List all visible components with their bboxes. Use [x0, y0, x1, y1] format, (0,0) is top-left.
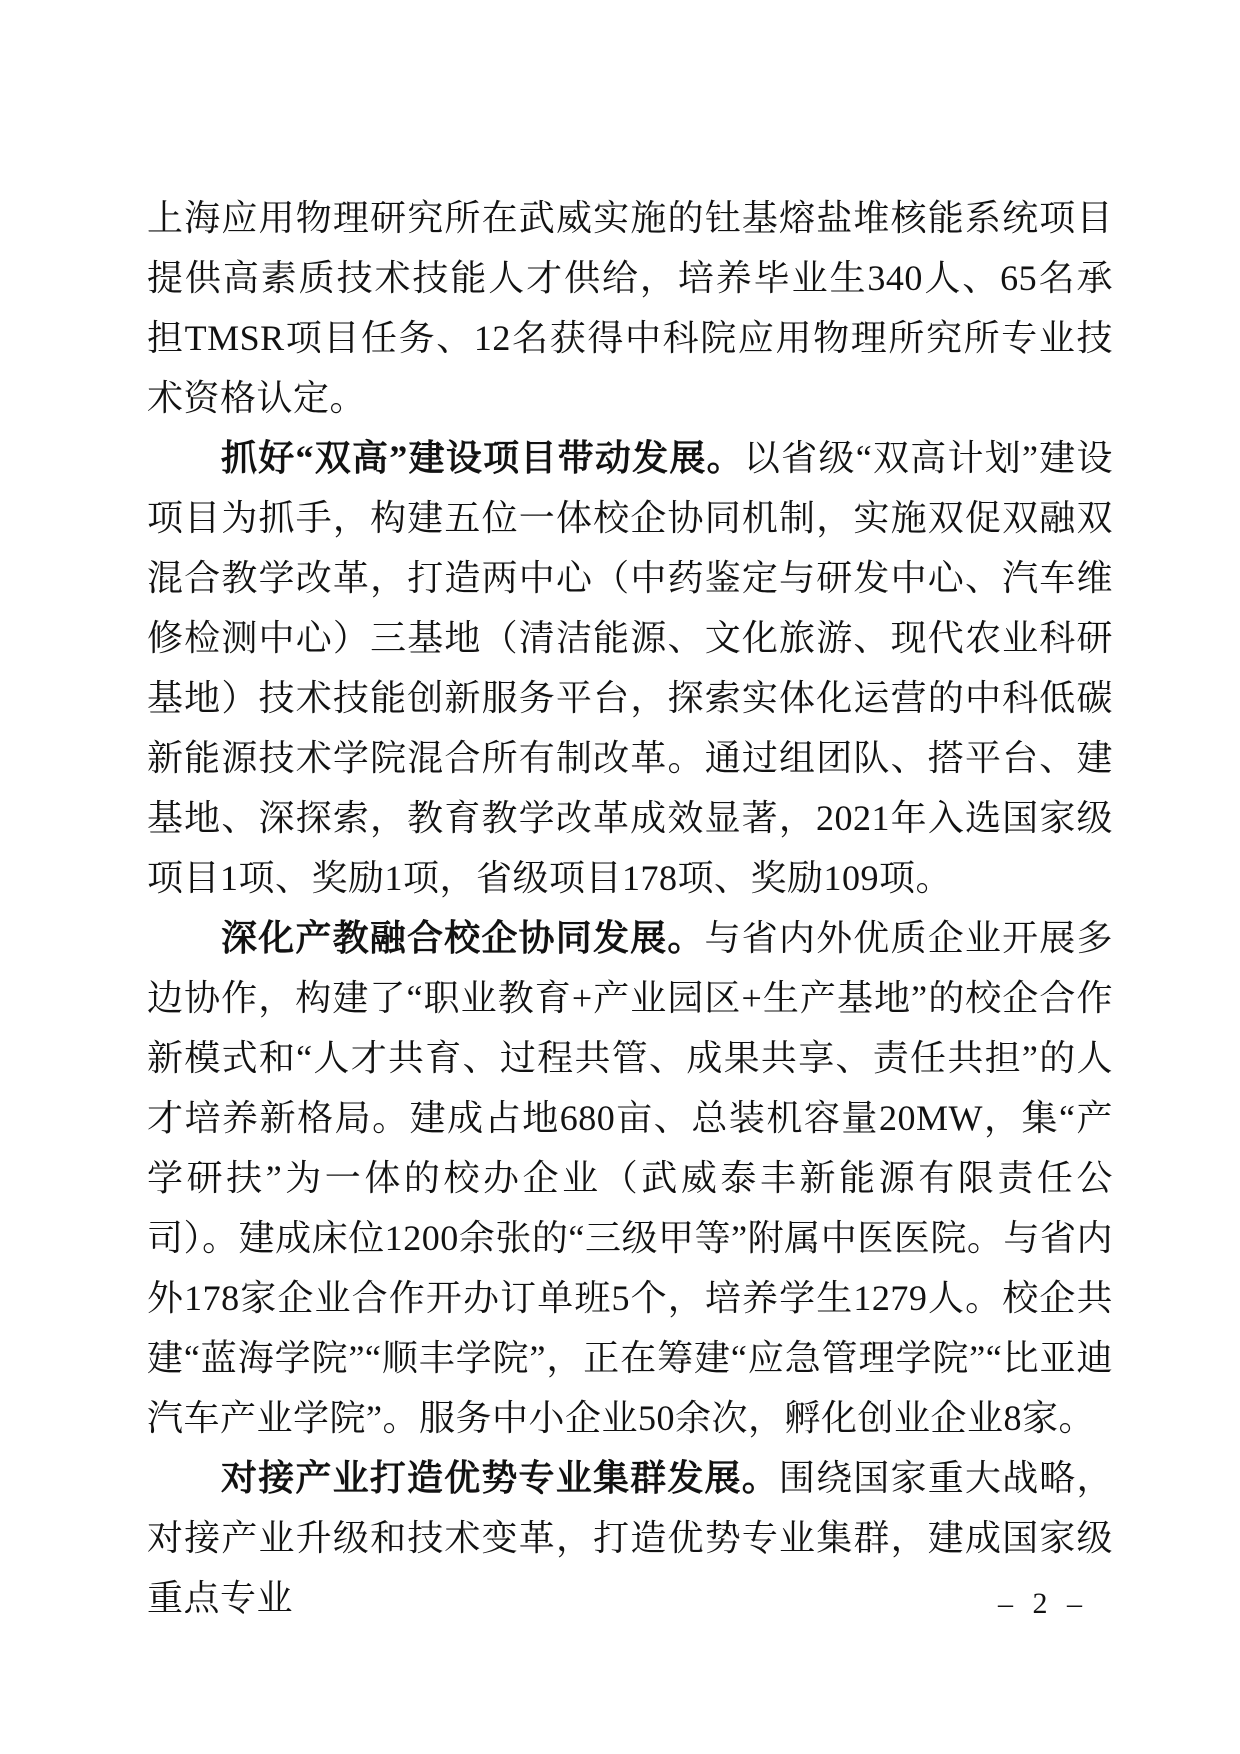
document-body [147, 188, 1113, 1628]
page-number: – 2 – [998, 1587, 1088, 1620]
paragraph [147, 908, 1113, 1448]
paragraph-text: 与省内外优质企业开展多边协作，构建了“职业教育+产业园区+生产基地”的校企合作新模式和“人才共育、过程共管、成果共享、责任共担”的人才培养新格局。建成占地680亩、总装机容量20MW，集“产学研扶”为一体的校办企业（武威泰丰新能源有限责任公司）。建成床位1200余张的“三级甲等”附属中医医院。与省内外178家企业合作开办订单班5个，培养学生1279人。校企共建“蓝海学院”“顺丰学院”，正在筹建“应急管理学院”“比亚迪汽车产业学院”。服务中小企业50余次，孵化创业企业8家。 [147, 918, 1113, 1438]
paragraph [147, 188, 1113, 428]
paragraph-lead: 深化产教融合校企协同发展。 [221, 918, 705, 958]
paragraph [147, 1448, 1113, 1628]
paragraph-text: 以省级“双高计划”建设项目为抓手，构建五位一体校企协同机制，实施双促双融双混合教学改革，打造两中心（中药鉴定与研发中心、汽车维修检测中心）三基地（清洁能源、文化旅游、现代农业科研基地）技术技能创新服务平台，探索实体化运营的中科低碳新能源技术学院混合所有制改革。通过组团队、搭平台、建基地、深探索，教育教学改革成效显著，2021年入选国家级项目1项、奖励1项，省级项目178项、奖励109项。 [147, 438, 1113, 898]
paragraph [147, 428, 1113, 908]
paragraph-text: 围绕国家重大战略，对接产业升级和技术变革，打造优势专业集群，建成国家级重点专业 [147, 1458, 1113, 1618]
paragraph-text: 上海应用物理研究所在武威实施的钍基熔盐堆核能系统项目提供高素质技术技能人才供给，培养毕业生340人、65名承担TMSR项目任务、12名获得中科院应用物理所究所专业技术资格认定。 [147, 198, 1113, 418]
paragraph-lead: 对接产业打造优势专业集群发展。 [221, 1458, 779, 1498]
paragraph-lead: 抓好“双高”建设项目带动发展。 [221, 438, 744, 478]
